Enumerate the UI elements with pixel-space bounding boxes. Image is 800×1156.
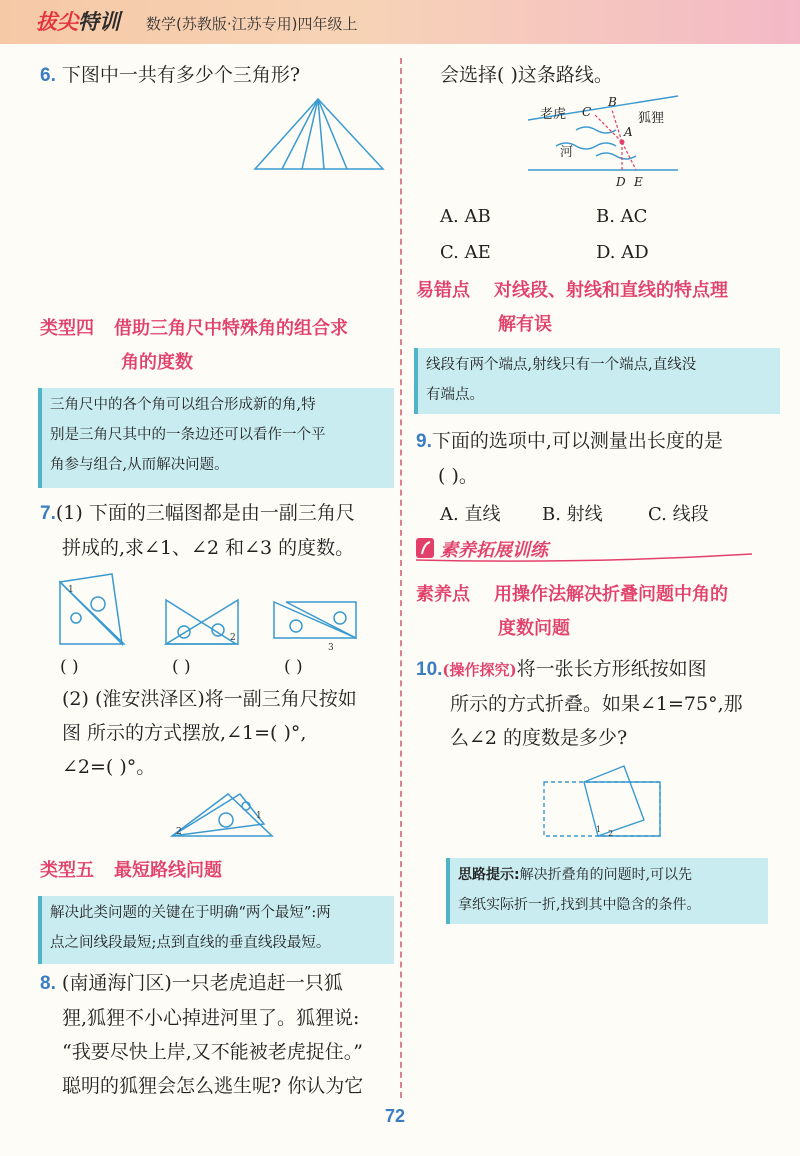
q7-blank-2[interactable]: ( ) bbox=[172, 657, 191, 677]
q7-p2-angle-2-label: 2 bbox=[176, 827, 182, 837]
q6-triangle-figure bbox=[252, 96, 386, 172]
q7-fig2-angle-label: 2 bbox=[230, 633, 236, 643]
literacy-heading: 素养点 用操作法解决折叠问题中角的 bbox=[416, 584, 728, 605]
fig8-point-D: D bbox=[616, 175, 626, 189]
q9-option-a[interactable]: A. 直线 bbox=[440, 504, 501, 525]
mistake-heading: 易错点 对线段、射线和直线的特点理 bbox=[416, 280, 728, 301]
q10-angle-2-label: 2 bbox=[608, 829, 614, 838]
q7-blank-1[interactable]: ( ) bbox=[60, 657, 79, 677]
q7-blank-3[interactable]: ( ) bbox=[284, 657, 303, 677]
book-subtitle: 数学(苏教版·江苏专用)四年级上 bbox=[146, 15, 358, 33]
type5-heading: 类型五 最短路线问题 bbox=[40, 860, 222, 881]
question-8-continued: 会选择( )这条路线。 bbox=[440, 64, 613, 86]
question-10: 10.(操作探究)将一张长方形纸按如图 所示的方式折叠。如果∠1=75°,那 么∠2 的度数是多少? bbox=[416, 658, 743, 749]
q8-option-c[interactable]: C. AE bbox=[440, 242, 491, 263]
question-8: 8. (南通海门区)一只老虎追赶一只狐 狸,狐狸不小心掉进河里了。狐狸说: “我要尽快上岸,又不能被老虎捉住。” 聪明的狐狸会怎么逃生呢? 你认为它 bbox=[40, 972, 364, 1097]
q9-option-c[interactable]: C. 线段 bbox=[648, 504, 709, 525]
fig8-point-B: B bbox=[608, 95, 617, 109]
type4-heading-cont: 角的度数 bbox=[121, 352, 193, 373]
question-7-part1: 7.(1) 下面的三幅图都是由一副三角尺 拼成的,求∠1、∠2 和∠3 的度数。 bbox=[40, 502, 355, 559]
header-bar bbox=[0, 0, 800, 44]
q7-figure-2 bbox=[164, 596, 242, 648]
type4-tip-box: 三角尺中的各个角可以组合形成新的角,特 别是三角尺其中的一条边还可以看作一个平 角参与组合,从而解决问题。 bbox=[38, 388, 394, 488]
page-number: 72 bbox=[385, 1106, 406, 1126]
q8-option-a[interactable]: A. AB bbox=[440, 206, 491, 227]
q9-option-b[interactable]: B. 射线 bbox=[542, 504, 603, 525]
q10-angle-1-label: 1 bbox=[596, 825, 602, 834]
literacy-banner bbox=[414, 534, 754, 564]
literacy-banner-title: 素养拓展训练 bbox=[440, 540, 548, 561]
fig8-point-E: E bbox=[634, 175, 643, 189]
q7-fig1-angle-label: 1 bbox=[68, 585, 74, 595]
question-9: 9.下面的选项中,可以测量出长度的是 ( )。 bbox=[416, 430, 723, 487]
mistake-heading-cont: 解有误 bbox=[498, 314, 552, 335]
q7-part2-figure bbox=[168, 790, 276, 840]
column-divider bbox=[400, 58, 402, 1098]
type5-tip-box: 解决此类问题的关键在于明确“两个最短”:两 点之间线段最短;点到直线的垂直线段最短。 bbox=[38, 896, 394, 964]
q7-p2-angle-1-label: 1 bbox=[256, 811, 262, 821]
fig8-point-C: C bbox=[582, 105, 592, 119]
q10-fold-figure bbox=[540, 762, 664, 840]
fig8-fox-label: 狐狸 bbox=[638, 111, 665, 126]
question-7-part2: (2) (淮安洪泽区)将一副三角尺按如 图 所示的方式摆放,∠1=( )°, ∠2=( )°。 bbox=[62, 688, 357, 778]
mistake-tip-box: 线段有两个端点,射线只有一个端点,直线没 有端点。 bbox=[414, 348, 780, 414]
fig8-river-label: 河 bbox=[560, 145, 574, 160]
q8-option-d[interactable]: D. AD bbox=[596, 242, 649, 263]
q10-hint-box: 思路提示:解决折叠角的问题时,可以先 拿纸实际折一折,找到其中隐含的条件。 bbox=[446, 858, 768, 924]
literacy-heading-cont: 度数问题 bbox=[498, 618, 570, 639]
type4-heading: 类型四 借助三角尺中特殊角的组合求 bbox=[40, 318, 348, 339]
question-6: 6. 下图中一共有多少个三角形? bbox=[40, 64, 301, 86]
q7-fig3-angle-label: 3 bbox=[328, 643, 334, 652]
fig8-tiger-label: 老虎 bbox=[540, 107, 567, 122]
brand-logo: 拔尖特训 bbox=[36, 10, 120, 34]
q8-river-figure bbox=[526, 94, 682, 190]
q8-option-b[interactable]: B. AC bbox=[596, 206, 648, 227]
q7-figure-3 bbox=[272, 598, 358, 652]
q7-figure-1 bbox=[52, 570, 126, 648]
fig8-point-A: A bbox=[624, 125, 633, 139]
